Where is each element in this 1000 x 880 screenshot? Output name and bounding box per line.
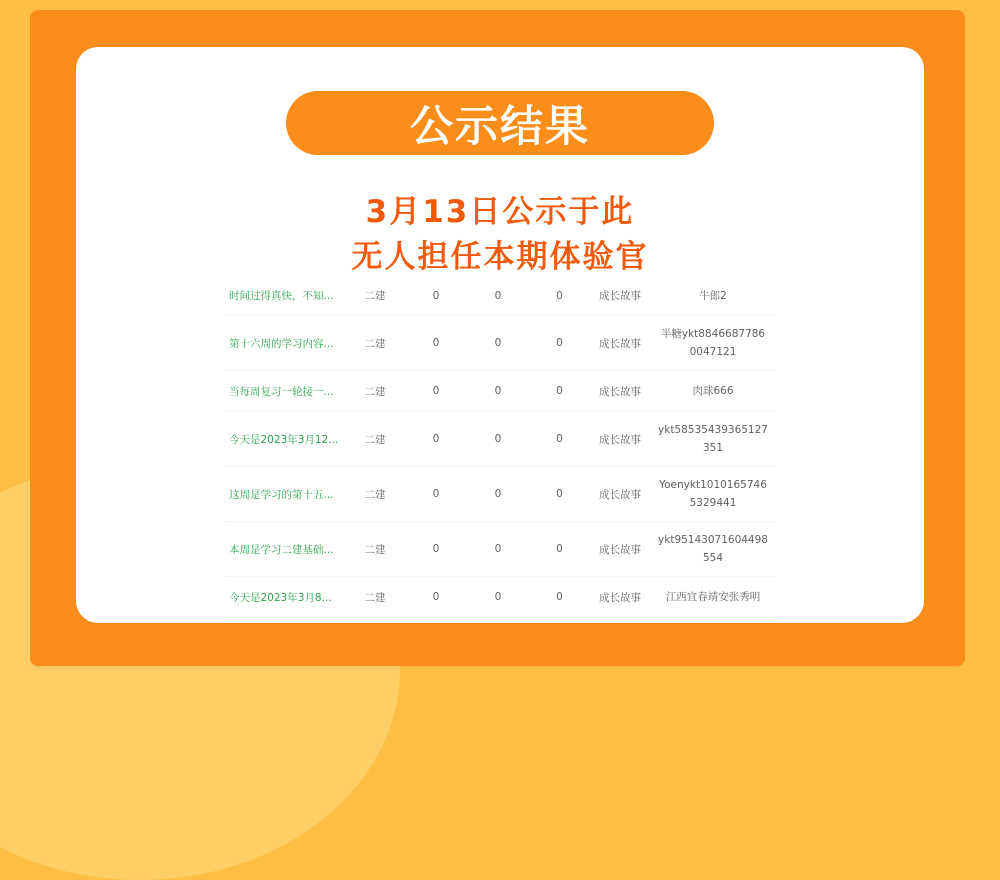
count-cell: 0 bbox=[432, 543, 440, 555]
category-cell: 二建 bbox=[364, 290, 386, 302]
table-row bbox=[225, 276, 776, 316]
count-cell: 0 bbox=[556, 488, 563, 500]
author-cell: ykt58535439365127351 bbox=[658, 424, 768, 454]
count-cell: 0 bbox=[494, 488, 502, 500]
category-cell: 二建 bbox=[364, 385, 386, 398]
count-cell: 0 bbox=[432, 289, 440, 302]
author-cell: 半糖ykt88466877860047121 bbox=[660, 328, 766, 358]
category-cell: 二建 bbox=[364, 543, 386, 556]
post-title-link[interactable]: 本周是学习二建基础... bbox=[229, 543, 334, 556]
count-cell: 0 bbox=[556, 337, 563, 349]
announcement-result: 无人担任本期体验官 bbox=[351, 239, 649, 275]
table-row bbox=[225, 467, 776, 522]
count-cell: 0 bbox=[556, 433, 563, 445]
type-cell: 成长故事 bbox=[599, 337, 641, 350]
post-title-link[interactable]: 这周是学习的第十五... bbox=[229, 488, 334, 501]
author-cell: 江西宜春靖安张秀明 bbox=[665, 591, 761, 603]
count-cell: 0 bbox=[494, 337, 502, 349]
title-pill bbox=[286, 91, 714, 155]
result-table bbox=[225, 276, 776, 618]
author-cell: ykt95143071604498554 bbox=[658, 534, 768, 564]
post-title-link[interactable]: 第十六周的学习内容... bbox=[229, 337, 334, 350]
type-cell: 成长故事 bbox=[599, 433, 641, 446]
type-cell: 成长故事 bbox=[599, 543, 641, 556]
table-row bbox=[225, 412, 776, 467]
count-cell: 0 bbox=[432, 337, 440, 349]
author-cell: 牛郎2 bbox=[699, 289, 727, 302]
count-cell: 0 bbox=[494, 433, 502, 445]
type-cell: 成长故事 bbox=[599, 290, 641, 302]
count-cell: 0 bbox=[556, 543, 563, 555]
table-row bbox=[225, 316, 776, 371]
announcement-date: 3月13日公示于此 bbox=[365, 194, 635, 230]
post-title-link[interactable]: 今天是2023年3月8... bbox=[229, 591, 332, 604]
count-cell: 0 bbox=[432, 488, 440, 500]
category-cell: 二建 bbox=[364, 433, 386, 446]
post-title-link[interactable]: 时间过得真快，不知... bbox=[229, 290, 334, 302]
count-cell: 0 bbox=[494, 385, 502, 397]
count-cell: 0 bbox=[432, 591, 440, 603]
author-cell: Yoenykt10101657465329441 bbox=[659, 479, 767, 509]
type-cell: 成长故事 bbox=[599, 488, 641, 501]
category-cell: 二建 bbox=[364, 488, 386, 501]
count-cell: 0 bbox=[494, 543, 502, 555]
category-cell: 二建 bbox=[364, 591, 386, 604]
post-title-link[interactable]: 当每周复习一轮接一... bbox=[229, 385, 334, 398]
type-cell: 成长故事 bbox=[599, 385, 641, 398]
author-cell: 肉球666 bbox=[692, 385, 734, 397]
count-cell: 0 bbox=[556, 591, 563, 603]
table-row bbox=[225, 371, 776, 412]
page-title: 公示结果 bbox=[410, 101, 590, 152]
count-cell: 0 bbox=[556, 289, 563, 302]
count-cell: 0 bbox=[432, 433, 440, 445]
count-cell: 0 bbox=[432, 385, 440, 397]
count-cell: 0 bbox=[494, 591, 502, 603]
category-cell: 二建 bbox=[364, 337, 386, 350]
table-row bbox=[225, 577, 776, 618]
count-cell: 0 bbox=[556, 385, 563, 397]
table-row bbox=[225, 522, 776, 577]
type-cell: 成长故事 bbox=[599, 591, 641, 604]
post-title-link[interactable]: 今天是2023年3月12... bbox=[229, 433, 339, 446]
count-cell: 0 bbox=[494, 289, 502, 302]
